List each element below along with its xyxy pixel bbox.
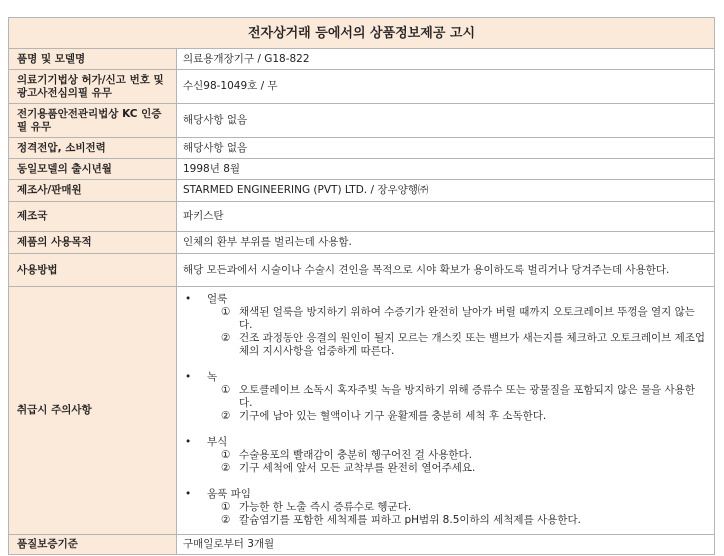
title-row [9, 18, 715, 49]
row-value: 해당 모든과에서 시술이나 수술시 견인을 목적으로 시야 확보가 용이하도록 벌리거나 당겨주는데 사용한다. [177, 254, 715, 287]
item-number: ① [221, 449, 231, 461]
bullet-icon: • [185, 293, 192, 305]
caution-heading-text: 부식 [207, 436, 228, 448]
row-label: 정격전압, 소비전력 [9, 138, 177, 159]
row-label: 제품의 사용목적 [9, 232, 177, 254]
caution-heading-text: 녹 [207, 371, 218, 383]
row-value: 해당사항 없음 [177, 104, 715, 138]
item-text: 채색된 얼룩을 방지하기 위하여 수증기가 완전히 날아가 버릴 때까지 오토크레이브 뚜껑을 열지 않는다. [239, 306, 695, 331]
item-number: ② [221, 514, 231, 526]
caution-section [185, 293, 708, 358]
cautions-content [177, 287, 715, 535]
bullet-icon: • [185, 371, 192, 383]
item-text: 기구 세척에 앞서 모든 교착부를 완전히 열어주세요. [239, 462, 476, 474]
table-row [9, 254, 715, 287]
item-number: ① [221, 501, 231, 513]
bullet-icon: • [185, 488, 192, 500]
row-value: 구매일로부터 3개월 [177, 535, 715, 555]
item-text: 오토클레이브 소독시 혹자주빛 녹을 방지하기 위해 증류수 또는 광물질을 포함되지 않은 물을 사용한다. [239, 384, 695, 409]
item-number: ① [221, 384, 231, 396]
table-row [9, 104, 715, 138]
caution-heading [185, 293, 708, 306]
item-text: 기구에 남아 있는 혈액이나 기구 윤활제를 충분히 세척 후 소독한다. [239, 410, 547, 422]
caution-section [185, 436, 708, 475]
caution-section [185, 488, 708, 527]
bullet-icon: • [185, 436, 192, 448]
item-text: 건조 과정동안 응결의 원인이 될지 모르는 개스킷 또는 밸브가 새는지를 체크하고 오토크레이브 제조업체의 지시사항을 엄중하게 따른다. [239, 332, 706, 357]
table-row [9, 180, 715, 202]
row-value: 파키스탄 [177, 202, 715, 232]
row-value: 수신98-1049호 / 무 [177, 70, 715, 104]
caution-section [185, 371, 708, 423]
item-text: 칼슘염기를 포함한 세척제를 피하고 pH범위 8.5이하의 세척제를 사용한다. [239, 514, 581, 526]
caution-item [185, 449, 708, 462]
notice-title: 전자상거래 등에서의 상품정보제공 고시 [9, 18, 715, 49]
table-row [9, 159, 715, 180]
table-row [9, 202, 715, 232]
product-info-table [8, 17, 715, 555]
table-row [9, 49, 715, 70]
cautions-row [9, 287, 715, 535]
row-label: 품명 및 모델명 [9, 49, 177, 70]
caution-item [185, 332, 708, 358]
caution-item [185, 306, 708, 332]
row-label: 사용방법 [9, 254, 177, 287]
caution-item [185, 501, 708, 514]
caution-heading-text: 얼룩 [207, 293, 228, 305]
caution-item [185, 410, 708, 423]
item-text: 가능한 한 노출 즉시 증류수로 헹군다. [239, 501, 412, 513]
caution-heading [185, 436, 708, 449]
item-number: ① [221, 306, 231, 318]
row-label: 취급시 주의사항 [9, 287, 177, 535]
caution-heading [185, 488, 708, 501]
row-label: 의료기기법상 허가/신고 번호 및 광고사전심의필 유무 [9, 70, 177, 104]
caution-item [185, 384, 708, 410]
product-info-notice [8, 17, 715, 555]
caution-heading [185, 371, 708, 384]
row-label: 품질보증기준 [9, 535, 177, 555]
row-value: 의료용개장기구 / G18-822 [177, 49, 715, 70]
caution-heading-text: 움푹 파임 [207, 488, 251, 500]
caution-item [185, 462, 708, 475]
caution-item [185, 514, 708, 527]
row-label: 전기용품안전관리법상 KC 인증 필 유무 [9, 104, 177, 138]
row-label: 동일모델의 출시년월 [9, 159, 177, 180]
table-row [9, 138, 715, 159]
row-value: 인체의 환부 부위를 벌리는데 사용함. [177, 232, 715, 254]
item-text: 수술용포의 빨래감이 충분히 헹구어진 걸 사용한다. [239, 449, 473, 461]
table-row [9, 70, 715, 104]
table-row [9, 232, 715, 254]
row-value: 1998년 8월 [177, 159, 715, 180]
row-value: STARMED ENGINEERING (PVT) LTD. / 장우양행㈜ [177, 180, 715, 202]
table-row [9, 535, 715, 555]
item-number: ② [221, 332, 231, 344]
row-value: 해당사항 없음 [177, 138, 715, 159]
item-number: ② [221, 462, 231, 474]
row-label: 제조사/판매원 [9, 180, 177, 202]
item-number: ② [221, 410, 231, 422]
row-label: 제조국 [9, 202, 177, 232]
